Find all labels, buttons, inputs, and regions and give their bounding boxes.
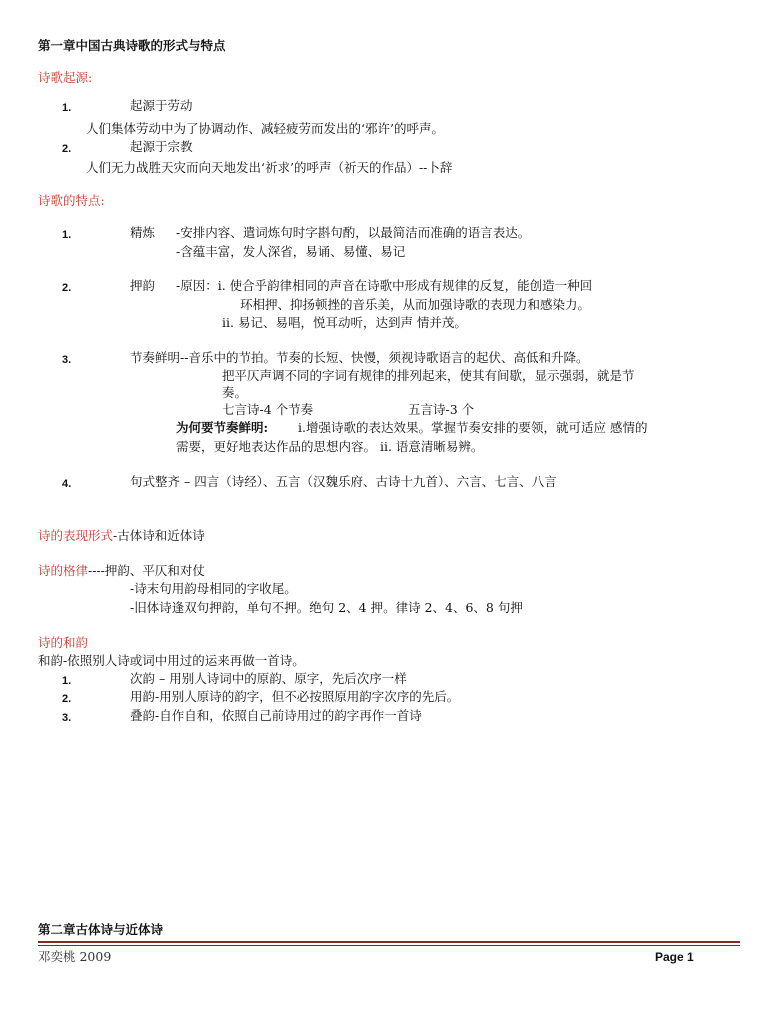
harmony-item-1-number: 1. [62, 675, 72, 687]
meter-heading: 诗的格律 [38, 563, 89, 578]
features-item-2-number: 2. [62, 282, 72, 294]
harmony-item-3-text: 叠韵-自作自和，依照自己前诗用过的韵字再作一首诗 [130, 708, 422, 723]
origins-item-2-number: 2. [62, 143, 72, 155]
features-item-2-line-3: ii. 易记、易唱，悦耳动听，达到声 情并茂。 [222, 315, 467, 330]
forms-line [38, 528, 205, 544]
features-item-1-number: 1. [62, 229, 72, 241]
features-item-2-line-1: -原因：i. 使合乎韵律相同的声音在诗歌中形成有规律的反复，能创造一种回 [176, 278, 593, 293]
meter-line-2: -旧体诗逢双句押韵，单句不押。绝句 2、4 押。律诗 2、4、6、8 句押 [130, 600, 523, 615]
chapter2-title: 第二章古体诗与近体诗 [38, 922, 164, 937]
footer-page-number: Page 1 [655, 950, 694, 964]
features-heading: 诗歌的特点: [38, 193, 105, 208]
footer-author: 邓奕桃 2009 [38, 949, 112, 964]
origins-item-2-title: 起源于宗教 [130, 139, 193, 154]
origins-item-1-desc: 人们集体劳动中为了协调动作、减轻疲劳而发出的‘邪许’的呼声。 [86, 121, 444, 136]
features-item-4-title: 句式整齐 – 四言（诗经）、五言（汉魏乐府、古诗十九首）、六言、七言、八言 [130, 474, 557, 489]
chapter1-title: 第一章中国古典诗歌的形式与特点 [38, 38, 226, 53]
features-item-3-line-1: 把平仄声调不同的字词有规律的排列起来，使其有间歇，显示强弱，就是节 [222, 368, 635, 383]
features-item-3-seven: 七言诗-4 个节奏 [222, 402, 314, 417]
harmony-item-2-text: 用韵-用别人原诗的韵字，但不必按照原用韵字次序的先后。 [130, 689, 460, 704]
features-item-3-why-label: 为何要节奏鲜明: [176, 420, 269, 435]
features-item-3-title: 节奏鲜明--音乐中的节拍。节奏的长短、快慢，须视诗歌语言的起伏、高低和升降。 [130, 350, 589, 365]
harmony-item-1-text: 次韵 – 用别人诗词中的原韵、原字，先后次序一样 [130, 671, 407, 686]
features-item-3-why-line-2: 需要，更好地表达作品的思想内容。 ii. 语意清晰易辨。 [176, 439, 484, 454]
meter-text: ----押韵、平仄和对仗 [88, 563, 205, 578]
forms-text: -古体诗和近体诗 [113, 528, 205, 543]
harmony-intro: 和韵-依照别人诗或词中用过的运来再做一首诗。 [38, 653, 305, 668]
footer-rule-thin [38, 945, 740, 946]
features-item-2-line-2: 环相押、抑扬顿挫的音乐美，从而加强诗歌的表现力和感染力。 [240, 297, 591, 312]
harmony-item-3-number: 3. [62, 712, 72, 724]
footer-rule-thick [38, 941, 740, 943]
features-item-3-number: 3. [62, 354, 72, 366]
harmony-item-2-number: 2. [62, 693, 72, 705]
features-item-3-why-line-1: i.增强诗歌的表达效果。掌握节奏安排的要领，就可适应 感情的 [298, 420, 648, 435]
features-item-1-title: 精炼 [130, 225, 156, 240]
features-item-3-line-2: 奏。 [222, 385, 248, 400]
features-item-3-five: 五言诗-3 个 [408, 402, 475, 417]
harmony-heading: 诗的和韵 [38, 635, 89, 650]
origins-item-2-desc: 人们无力战胜天灾而向天地发出‘祈求’的呼声（祈天的作品）--卜辞 [86, 160, 453, 175]
features-item-1-line-2: -含蕴丰富，发人深省，易诵、易懂、易记 [176, 244, 406, 259]
origins-item-1-number: 1. [62, 102, 72, 114]
features-item-1-line-1: -安排内容、遣词炼句时字斟句酌，以最简洁而准确的语言表达。 [176, 225, 531, 240]
features-item-2-title: 押韵 [130, 278, 156, 293]
features-item-4-number: 4. [62, 478, 72, 490]
origins-heading: 诗歌起源: [38, 70, 93, 85]
meter-line [38, 563, 205, 579]
meter-line-1: -诗末句用韵母相同的字收尾。 [130, 581, 297, 596]
forms-heading: 诗的表现形式 [38, 528, 114, 543]
origins-item-1-title: 起源于劳动 [130, 98, 193, 113]
